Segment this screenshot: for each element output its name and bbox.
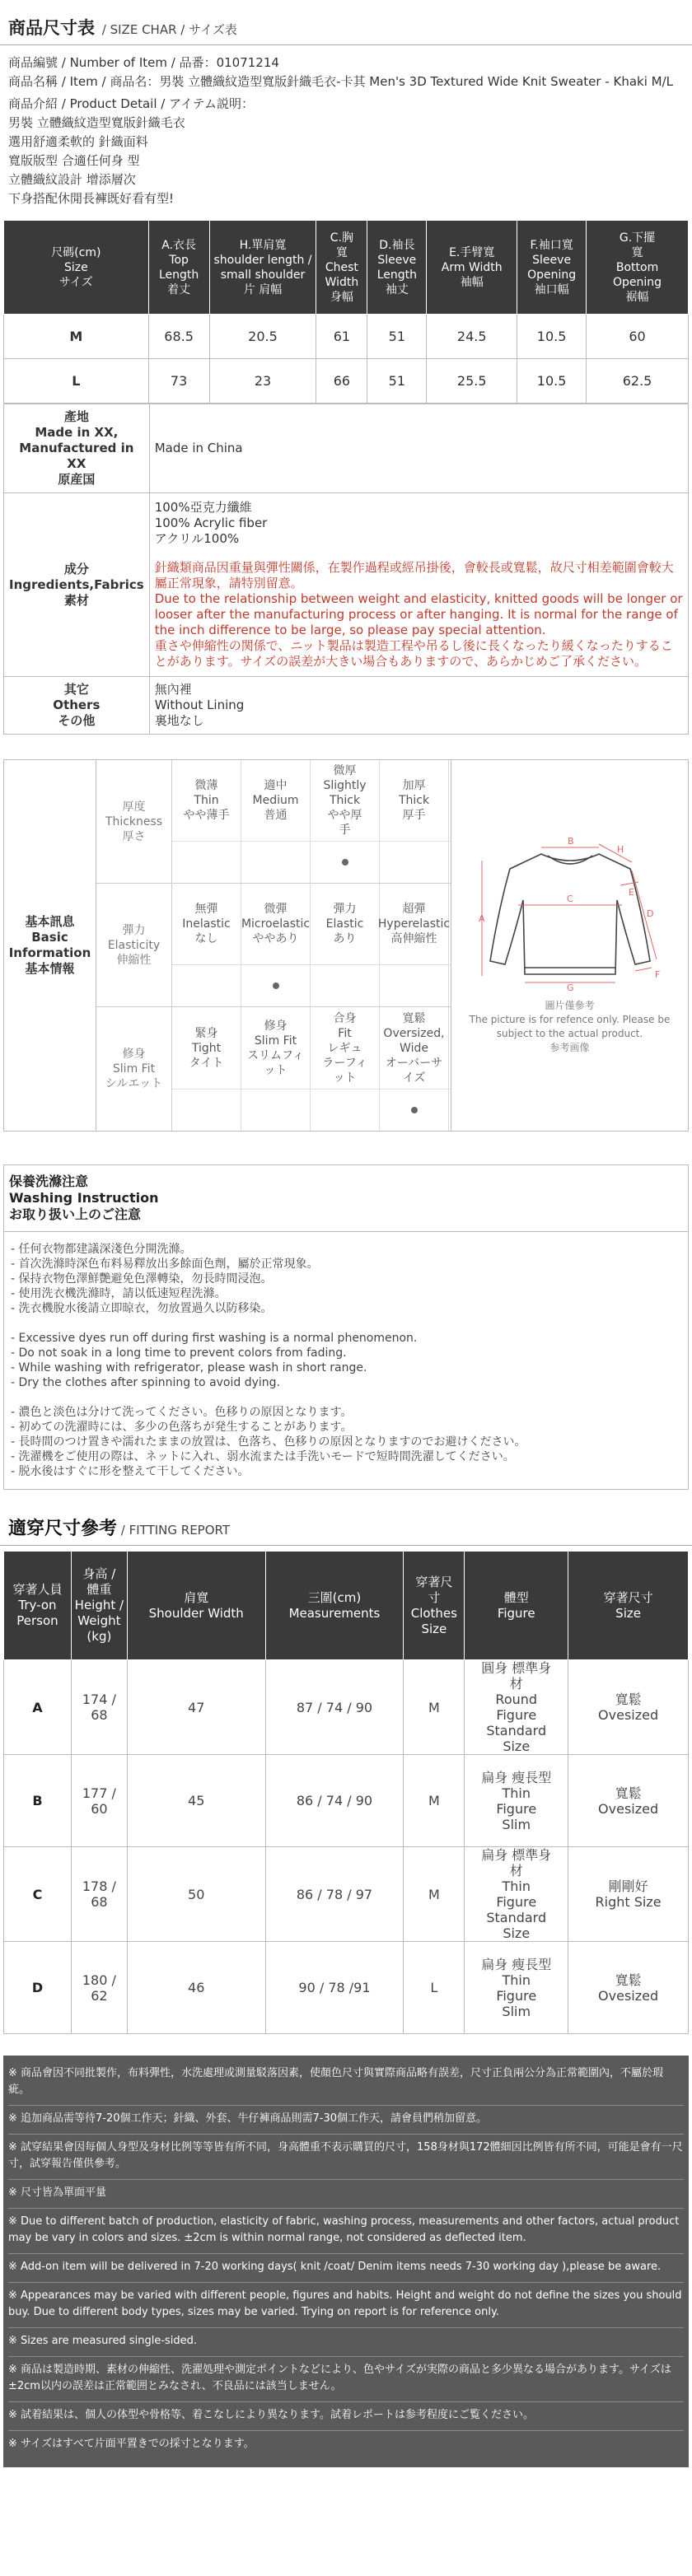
fitting-cell — [568, 1942, 689, 2034]
fitting-header-label: 肩寬 Shoulder Width — [148, 1589, 244, 1621]
fitting-cell-text: 剛剛好 Right Size — [595, 1878, 662, 1910]
basic-info — [3, 759, 689, 1132]
fitting-row-c — [4, 1847, 689, 1942]
product-detail-line: 寬版版型 合適任何身 型 — [8, 153, 140, 168]
note-item: ※ 商品會因不同批製作，布料彈性，水洗處理或測量駁落因素，使顏色尺寸與實際商品略有誤差，尺寸正負兩公分為正常範圍內，不屬於瑕疵。 — [8, 2060, 684, 2106]
fitting-cell-text: 扁身 瘦長型 Thin Figure Slim — [481, 1956, 552, 2019]
size-cell: 10.5 — [517, 315, 587, 359]
size-cell: 60 — [587, 315, 689, 359]
note-item: ※ Due to different batch of production, elasticity of fabric, washing process, measurements and other factors, actual product may be vary in colors and sizes. ±2cm is within normal range, not considered as deflected item. — [8, 2209, 684, 2254]
thickness-option — [172, 760, 241, 841]
option-label: 緊身 Tight タイト — [189, 1026, 224, 1070]
fitting-row-a — [4, 1660, 689, 1755]
fitting-header-cell — [71, 1552, 127, 1660]
dot-cell — [172, 1090, 241, 1131]
dot-cell — [311, 842, 380, 883]
size-cell: 25.5 — [427, 359, 517, 404]
fitting-header-label: 穿著尺 寸 Clothes Size — [410, 1574, 457, 1636]
fit-row — [96, 1007, 451, 1131]
size-header-label: F.袖口寬 Sleeve Opening 袖口幅 — [527, 238, 577, 296]
origin-label-text: 產地 Made in XX, Manufactured in XX 原産国 — [19, 409, 134, 487]
fitting-cell — [568, 1660, 689, 1755]
product-detail-line: 立體織紋設計 增添層次 — [8, 172, 136, 187]
washing-line: - While washing with refrigerator, please wash in short range. — [11, 1361, 367, 1374]
washing-line: - 使用洗衣機洗滌時，請以低速短程洗滌。 — [11, 1287, 227, 1300]
size-header-label: E.手臂寬 Arm Width 袖幅 — [441, 245, 503, 289]
note-item: ※ 商品は製造時期、素材の伸縮性、洗濯処理や測定ポイントなどにより、色やサイズが実際の商品と多少異なる場合があります。サイズは±2cm以内の誤差は正常範囲とみなされ、不良品には該当しません。 — [8, 2357, 684, 2402]
washing-en — [11, 1331, 681, 1390]
size-header-label: D.袖長 Sleeve Length 袖丈 — [376, 238, 417, 296]
washing-body — [4, 1232, 688, 1489]
option-label: 微彈 Microelastic ややあり — [241, 903, 311, 946]
fitting-cell: A — [4, 1660, 72, 1755]
fitting-cell: D — [4, 1942, 72, 2034]
size-header-cell — [587, 221, 689, 315]
size-header-label: C.胸 寬 Chest Width 身幅 — [325, 231, 359, 304]
selected-dot-icon — [342, 859, 348, 866]
measurement-diagram-panel — [451, 760, 688, 1131]
size-cell: L — [4, 359, 149, 404]
product-detail-line: 下身搭配休閒長褲既好看有型! — [8, 191, 175, 206]
fitting-cell: M — [404, 1755, 465, 1847]
option-label: 加厚 Thick 厚手 — [398, 779, 430, 823]
sweater-diagram-icon — [467, 836, 673, 992]
fitting-cell — [71, 1942, 127, 2034]
elasticity-label — [96, 884, 172, 1006]
fitting-cell-text: 177 / 60 — [82, 1785, 116, 1817]
note-item: ※ Add-on item will be delivered in 7-20 working days( knit /coat/ Denim items needs 7-30 working day ),please be aware. — [8, 2254, 684, 2283]
fitting-table — [3, 1551, 689, 2034]
fit-option — [172, 1007, 241, 1089]
fit-label — [96, 1007, 172, 1131]
fitting-cell — [465, 1942, 568, 2034]
dot-cell — [241, 1090, 311, 1131]
selected-dot-icon — [273, 982, 279, 989]
others-line: 裏地なし — [154, 713, 204, 728]
fit-label-text: 修身 Slim Fit シルエット — [105, 1048, 163, 1090]
option-label: 微薄 Thin やや薄手 — [183, 779, 230, 823]
size-cell: 20.5 — [209, 315, 316, 359]
origin-value: Made in China — [149, 404, 688, 493]
note-item: ※ Sizes are measured single-sided. — [8, 2328, 684, 2357]
thickness-label — [96, 760, 172, 883]
washing-zh — [11, 1242, 681, 1316]
washing-title-en: Washing Instruction — [9, 1190, 159, 1206]
note-item: ※ 試穿結果會因每個人身型及身材比例等等皆有所不同，身高體重不表示購買的尺寸，158身材與172體細因比例皆有所不同，可能是會有一尺寸，試穿報告僅供參考。 — [8, 2135, 684, 2180]
fitting-cell: C — [4, 1847, 72, 1942]
size-header-cell — [4, 221, 149, 315]
fitting-cell-text: 扁身 標準身 材 Thin Figure Standard Size — [481, 1847, 552, 1941]
size-header-label: G.下擺 寬 Bottom Opening 裾幅 — [613, 231, 662, 304]
washing-header — [4, 1165, 688, 1232]
fitting-header-cell — [265, 1552, 404, 1660]
fitting-cell-text: 180 / 62 — [82, 1972, 116, 2004]
option-label: 無彈 Inelastic なし — [182, 903, 231, 946]
size-chart-subtitle: / SIZE CHAR / サイズ表 — [101, 22, 237, 37]
size-header-cell — [316, 221, 367, 315]
washing-line: - 任何衣物都建議深淺色分開洗滌。 — [11, 1243, 192, 1256]
fitting-cell-text: 扁身 瘦長型 Thin Figure Slim — [481, 1769, 552, 1832]
dot-cell — [380, 965, 449, 1006]
size-cell: 66 — [316, 359, 367, 404]
fitting-header-label: 體型 Figure — [497, 1589, 535, 1621]
note-item: ※ Appearances may be varied with different people, figures and habits. Height and weight do not define the sizes you should buy. Due to different body types, sizes may be varied. Trying on report is for reference only. — [8, 2283, 684, 2328]
diagram-letter: C — [566, 894, 573, 904]
others-row — [4, 677, 689, 735]
knit-warning-en: Due to the relationship between weight and elasticity, knitted goods will be longer or looser after the manufacturing process or after hanging. It is normal for the range of the inch difference to be large, so please pay special attention. — [154, 591, 683, 637]
thickness-option — [241, 760, 311, 841]
option-label: 適中 Medium 普通 — [252, 779, 299, 823]
ingredient-line: 100%亞克力纖維 — [154, 500, 252, 515]
elasticity-option — [311, 884, 380, 964]
diagram-letter: B — [567, 836, 574, 847]
fitting-row-b — [4, 1755, 689, 1847]
dot-cell — [172, 965, 241, 1006]
size-chart-header — [0, 0, 692, 45]
size-cell: 51 — [367, 315, 427, 359]
fitting-cell: 45 — [127, 1755, 265, 1847]
option-label: 修身 Slim Fit スリムフィット — [247, 1019, 304, 1077]
knit-warning-jp: 重さや伸縮性の関係で、ニット製品は製造工程や吊るし後に長くなったり緩くなったりすることがあります。サイズの誤差が大きい場合もありますので、あらかじめご了承ください。 — [154, 638, 673, 669]
fitting-cell-text: 寬鬆 Ovesized — [598, 1972, 659, 2004]
fitting-cell: 46 — [127, 1942, 265, 2034]
washing-line: - 初めての洗濯時には、多少の色落ちが発生することがあります。 — [11, 1421, 353, 1434]
ingredient-line: アクリル100% — [154, 531, 240, 546]
size-cell: 68.5 — [148, 315, 209, 359]
option-label: 超彈 Hyperelastic 高伸縮性 — [377, 903, 451, 946]
size-chart-title: 商品尺寸表 — [8, 18, 95, 38]
selected-dot-icon — [411, 1107, 418, 1113]
size-header-cell — [209, 221, 316, 315]
fitting-cell-text: 寬鬆 Ovesized — [598, 1692, 659, 1723]
ingredients-value — [149, 493, 688, 677]
basic-info-grid — [96, 760, 451, 1131]
thickness-row — [96, 760, 451, 884]
dot-cell — [380, 842, 449, 883]
fitting-header — [0, 1490, 692, 1546]
thickness-option — [380, 760, 449, 841]
others-label — [4, 677, 150, 735]
fitting-title-zh: 適穿尺寸參考 — [8, 1519, 118, 1539]
others-label-text: 其它 Others その他 — [53, 682, 101, 728]
knit-warning-zh: 針織類商品因重量與彈性關係，在製作過程或經吊掛後，會較長或寬鬆，故尺寸相差範圍會較大屬正常現象，請特別留意。 — [154, 560, 674, 590]
dot-cell — [172, 842, 241, 883]
size-cell: 51 — [367, 359, 427, 404]
origin-row — [4, 404, 689, 493]
washing-line: - 長時間のつけ置きや濡れたままの放置は、色落ち、色移りの原因となりますのでお避けください。 — [11, 1435, 526, 1449]
elasticity-option — [172, 884, 241, 964]
size-header-cell — [517, 221, 587, 315]
washing-line: - 洗濯機をご使用の際は、ネットに入れ、弱水流または手洗いモードで短時間洗濯してください。 — [11, 1450, 515, 1463]
note-item: ※ サイズはすべて片面平置きでの採寸となります。 — [8, 2438, 255, 2450]
basic-info-label — [4, 760, 96, 1131]
fitting-header-label: 穿著人員 Try-on Person — [12, 1582, 63, 1628]
diagram-caption-en: The picture is for refence only. Please be subject to the actual product. — [469, 1014, 671, 1039]
fitting-cell — [568, 1847, 689, 1942]
basic-info-label-text: 基本訊息 Basic Information 基本情報 — [8, 914, 91, 976]
elasticity-label-text: 彈力 Elasticity 伸縮性 — [107, 923, 161, 967]
diagram-letter: G — [566, 982, 574, 992]
fitting-header-cell — [404, 1552, 465, 1660]
size-header-cell — [427, 221, 517, 315]
fitting-cell: 47 — [127, 1660, 265, 1755]
washing-title-zh: 保養洗滌注意 — [9, 1174, 89, 1189]
size-cell: 10.5 — [517, 359, 587, 404]
product-detail-head: 商品介紹 / Product Detail / アイテム説明： — [8, 96, 254, 111]
fitting-cell-text: 174 / 68 — [82, 1692, 116, 1723]
option-label: 彈力 Elastic あり — [325, 903, 364, 946]
washing-jp — [11, 1405, 681, 1479]
diagram-letter: H — [616, 844, 624, 855]
diagram-letter: D — [646, 908, 653, 919]
fit-option — [380, 1007, 449, 1089]
fitting-cell — [71, 1660, 127, 1755]
fitting-cell: M — [404, 1847, 465, 1942]
fitting-table-header — [4, 1552, 689, 1660]
product-detail-line: 選用舒適柔軟的 針織面料 — [8, 134, 148, 149]
elasticity-option — [241, 884, 311, 964]
washing-line: - Do not soak in a long time to prevent colors from fading. — [11, 1346, 347, 1360]
washing-line: - 脱水後はすぐに形を整えて干してください。 — [11, 1465, 250, 1478]
fitting-cell — [71, 1755, 127, 1847]
washing-line: - 首次洗滌時深色布料易釋放出多餘面色劑，屬於正常現象。 — [11, 1258, 319, 1271]
washing-line: - 濃色と淡色は分けて洗ってください。色移りの原因となります。 — [11, 1406, 353, 1419]
size-row-l — [4, 359, 689, 404]
size-table-header — [4, 221, 689, 315]
fitting-cell — [465, 1847, 568, 1942]
fitting-cell: M — [404, 1660, 465, 1755]
diagram-caption-jp: 参考画像 — [549, 1042, 590, 1053]
item-name: 商品名稱 / Item / 商品名：男裝 立體織紋造型寬版針織毛衣-卡其 Men's 3D Textured Wide Knit Sweater - Khaki M/L — [8, 74, 674, 89]
fitting-cell: 86 / 78 / 97 — [265, 1847, 404, 1942]
washing-line: - Dry the clothes after spinning to avoid dying. — [11, 1376, 280, 1389]
fitting-cell: 50 — [127, 1847, 265, 1942]
size-header-cell — [148, 221, 209, 315]
washing-line: - Excessive dyes run off during first washing is a normal phenomenon. — [11, 1332, 418, 1345]
washing-line: - 保持衣物色澤鮮艷避免色澤轉染，勿長時間浸泡。 — [11, 1272, 273, 1286]
fitting-cell — [465, 1660, 568, 1755]
fitting-cell-text: 178 / 68 — [82, 1878, 116, 1910]
ingredients-label-text: 成分 Ingredients,Fabrics 素材 — [9, 561, 144, 608]
fitting-cell: 86 / 74 / 90 — [265, 1755, 404, 1847]
others-value — [149, 677, 688, 735]
washing-line: - 洗衣機脫水後請立即晾衣，勿放置過久以防移染。 — [11, 1302, 273, 1315]
size-table — [3, 220, 689, 404]
fitting-header-cell — [127, 1552, 265, 1660]
size-header-label: A.衣長 Top Length 着丈 — [158, 238, 199, 296]
size-header-cell — [367, 221, 427, 315]
fitting-row-d — [4, 1942, 689, 2034]
fitting-cell-text: 寬鬆 Ovesized — [598, 1785, 659, 1817]
size-header-label: 尺碼(cm) Size サイズ — [51, 245, 101, 289]
size-cell: 73 — [148, 359, 209, 404]
option-label: 寬鬆 Oversized, Wide オーバーサイズ — [383, 1011, 445, 1085]
fit-option — [311, 1007, 380, 1089]
size-cell: 61 — [316, 315, 367, 359]
thickness-option — [311, 760, 380, 841]
size-cell: 23 — [209, 359, 316, 404]
fitting-cell: 87 / 74 / 90 — [265, 1660, 404, 1755]
fitting-header-cell — [568, 1552, 689, 1660]
detail-table — [3, 404, 689, 735]
fitting-cell-text: 圓身 標準身 材 Round Figure Standard Size — [481, 1660, 552, 1754]
diagram-letter: E — [628, 887, 634, 898]
dot-cell — [311, 965, 380, 1006]
others-line: Without Lining — [154, 698, 245, 712]
ingredients-label — [4, 493, 150, 677]
notes-panel — [3, 2056, 689, 2467]
diagram-letter: F — [654, 969, 660, 980]
ingredient-line: 100% Acrylic fiber — [154, 516, 268, 530]
note-item: ※ 試着結果は、個人の体型や骨格等、着こなしにより異なります。試着レポートは参考程度にご覧ください。 — [8, 2402, 684, 2431]
elasticity-option — [377, 884, 451, 964]
others-line: 無內裡 — [154, 682, 192, 697]
fitting-cell — [71, 1847, 127, 1942]
diagram-letter: A — [478, 913, 485, 924]
ingredients-row — [4, 493, 689, 677]
fitting-cell: 90 / 78 /91 — [265, 1942, 404, 2034]
option-label: 微厚 Slightly Thick やや厚 手 — [323, 764, 367, 838]
size-cell: 62.5 — [587, 359, 689, 404]
size-cell: 24.5 — [427, 315, 517, 359]
size-row-m — [4, 315, 689, 359]
fitting-header-cell — [4, 1552, 72, 1660]
dot-cell — [241, 842, 311, 883]
washing-title-jp: お取り扱い上のご注意 — [9, 1206, 142, 1222]
fitting-header-cell — [465, 1552, 568, 1660]
product-detail-line: 男裝 立體織紋造型寬版針織毛衣 — [8, 115, 185, 130]
item-number: 商品編號 / Number of Item / 品番：01071214 — [8, 55, 279, 70]
fit-option — [241, 1007, 311, 1089]
size-header-label: H.單肩寬 shoulder length / small shoulder 片 肩幅 — [213, 238, 312, 296]
fitting-cell: B — [4, 1755, 72, 1847]
note-item: ※ 追加商品需等待7-20個工作天；針織、外套、牛仔褲商品則需7-30個工作天，請會員們稍加留意。 — [8, 2106, 684, 2135]
fitting-cell: L — [404, 1942, 465, 2034]
note-item: ※ 尺寸皆為單面平量 — [8, 2180, 684, 2209]
product-info — [0, 50, 692, 220]
dot-cell — [380, 1090, 449, 1131]
fitting-title-en: / FITTING REPORT — [120, 1523, 231, 1538]
option-label: 合身 Fit レギュ ラーフィ ット — [322, 1011, 367, 1085]
diagram-caption-zh: 圖片僅參考 — [545, 1000, 595, 1011]
dot-cell — [311, 1090, 380, 1131]
fitting-cell — [568, 1755, 689, 1847]
dot-cell — [241, 965, 311, 1006]
fitting-header-label: 穿著尺寸 Size — [603, 1589, 653, 1621]
origin-label — [4, 404, 150, 493]
thickness-label-text: 厚度 Thickness 厚さ — [105, 800, 163, 843]
fitting-header-label: 三圍(cm) Measurements — [288, 1589, 381, 1621]
fitting-cell — [465, 1755, 568, 1847]
size-cell: M — [4, 315, 149, 359]
elasticity-row — [96, 884, 451, 1007]
washing-instructions — [3, 1164, 689, 1490]
fitting-header-label: 身高 / 體重 Height / Weight (kg) — [74, 1566, 124, 1644]
